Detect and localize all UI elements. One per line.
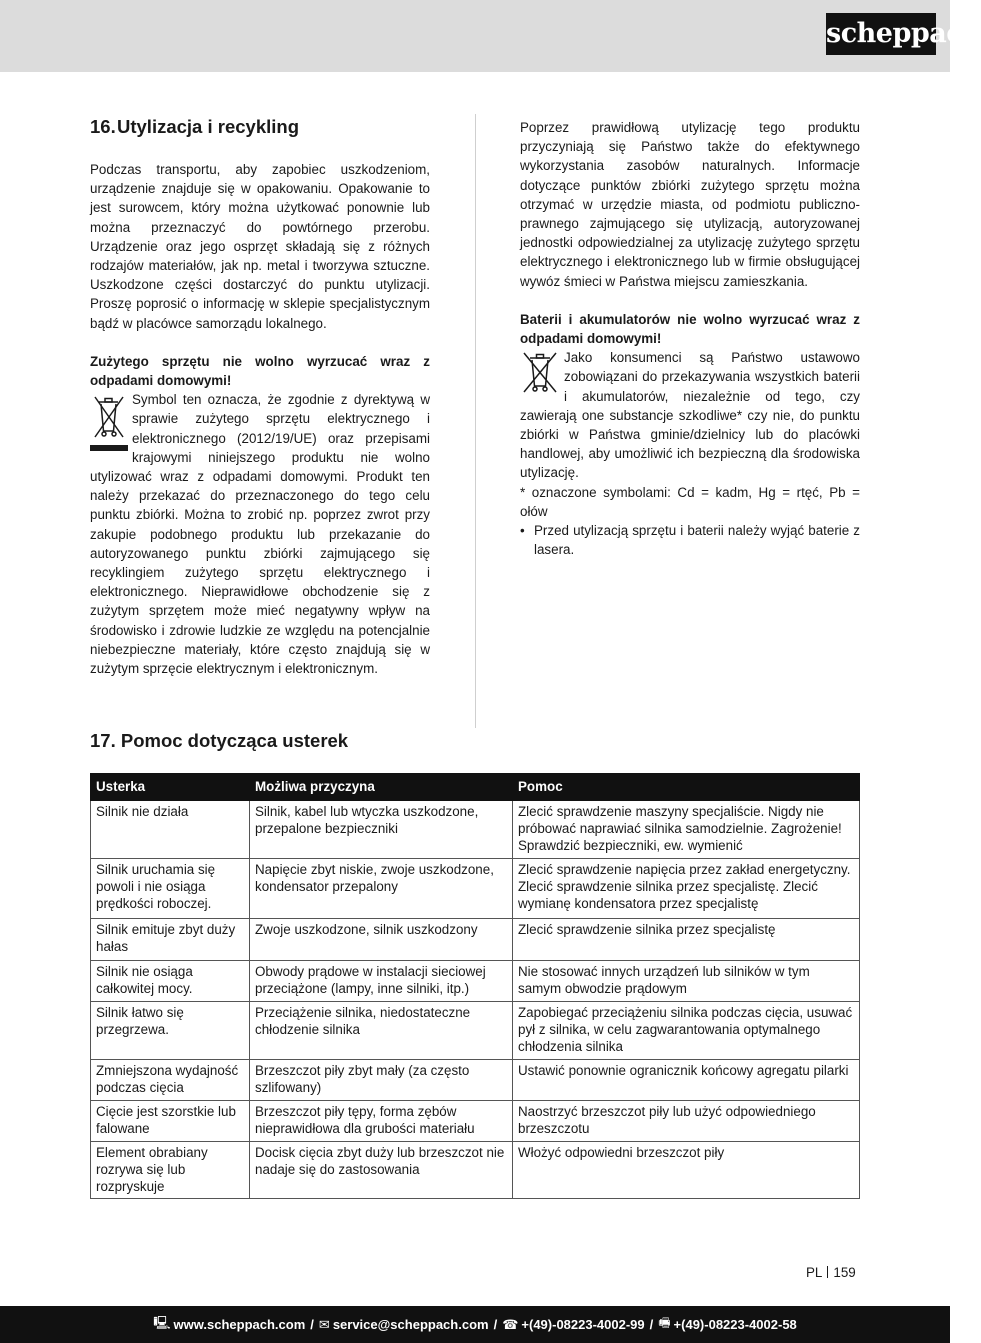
laser-battery-bullet [520, 521, 860, 559]
page-language: PL [806, 1265, 823, 1280]
cause-cell: Napięcie zbyt niskie, zwoje uszkodzone, kondensator przepalony [250, 858, 513, 918]
footer-fax: +(49)-08223-4002-58 [673, 1317, 797, 1332]
cause-cell: Silnik, kabel lub wtyczka uszkodzone, przepalone bezpieczniki [250, 801, 513, 859]
remedy-cell: Zapobiegać przeciążeniu silnika podczas cięcia, usuwać pył z silnika, w celu zagwarantowania optymalnego chłodzenia silnika [513, 1001, 860, 1059]
brand-logo [826, 13, 981, 55]
table-row [91, 1001, 860, 1059]
fault-cell: Silnik uruchamia się powoli i nie osiąga prędkości roboczej. [91, 858, 250, 918]
crossed-bin-icon [90, 392, 128, 459]
remedy-cell: Ustawić ponownie ogranicznik końcowy agregatu pilarki [513, 1059, 860, 1100]
remedy-cell: Zlecić sprawdzenie silnika przez specjalistę [513, 918, 860, 960]
battery-symbols-note: * oznaczone symbolami: Cd = kadm, Hg = rtęć, Pb = ołów [520, 484, 860, 519]
footer-email[interactable]: service@scheppach.com [332, 1317, 489, 1332]
remedy-cell: Naostrzyć brzeszczot piły lub użyć odpowiedniego brzeszczotu [513, 1100, 860, 1141]
mail-icon: ✉ [318, 1316, 330, 1332]
footer-separator: / [310, 1317, 314, 1332]
section-17-number: 17. [90, 730, 116, 751]
cause-cell: Brzeszczot piły zbyt mały (za często szlifowany) [250, 1059, 513, 1100]
fault-cell: Silnik łatwo się przegrzewa. [91, 1001, 250, 1059]
weee-text: Symbol ten oznacza, że zgodnie z dyrektywą w sprawie zużytego sprzętu elektrycznego i elektronicznego (2012/19/UE) oraz przepisami krajowymi niniejszego produktu nie wolno utylizować wraz z odpadami domowymi. Produkt ten należy przekazać do przeznaczonego do tego celu punktu zbiórki. Można to zrobić np. poprzez zwrot przy zakupie podobnego produktu lub przekazanie do autoryzowanego punktu zbiórki zajmującego się recyklingiem zużytego sprzętu elektrycznego i elektronicznego. Nieprawidłowe obchodzenie się z zużytym sprzętem może mieć negatywny wpływ na środowisko i zdrowie ludzkie ze względu na potencjalnie niebezpieczne materiały, które często znajdują się w zużytym sprzęcie elektrycznym i elektronicznym. [90, 392, 430, 677]
brand-logo-text: scheppach [826, 18, 981, 49]
recycling-info: Poprzez prawidłową utylizację tego produktu przyczyniają się Państwo także do efektywnego wykorzystania zasobów naturalnych. Informacje dotyczące punktów zbiórki zużytego sprzętu można otrzymać w urzędzie miasta, od podmiotu publiczno-prawnego zajmującego się utylizacją, autoryzowanej jednostki odpowiedzialnej za utylizację zużytego sprzętu elektrycznego i elektronicznego lub w firmie obsługującej wywóz śmieci w Państwa miejscu zamieszkania. [520, 120, 860, 289]
remedy-cell: Włożyć odpowiedni brzeszczot piły [513, 1141, 860, 1199]
battery-heading: Baterii i akumulatorów nie wolno wyrzucać wraz z odpadami domowymi! [520, 311, 860, 347]
table-row [91, 1100, 860, 1141]
footer-separator: / [493, 1317, 498, 1332]
fault-cell: Silnik nie osiąga całkowitej mocy. [91, 960, 250, 1001]
header-remedy: Pomoc [513, 774, 860, 801]
footer-phone: +(49)-08223-4002-99 [521, 1317, 645, 1332]
section-16-number: 16. [90, 116, 116, 137]
cause-cell: Docisk cięcia zbyt duży lub brzeszczot nie nadaje się do zastosowania [250, 1141, 513, 1199]
computer-icon: 🖳 [153, 1314, 171, 1330]
cause-cell: Brzeszczot piły tępy, forma zębów nieprawidłowa dla grubości materiału [250, 1100, 513, 1141]
troubleshooting-table [90, 773, 860, 1199]
phone-icon: ☎ [502, 1316, 519, 1332]
fault-cell: Silnik emituje zbyt duży hałas [91, 918, 250, 960]
table-row [91, 1141, 860, 1199]
page-number [806, 1265, 856, 1280]
fax-icon: 🖷 [658, 1314, 671, 1330]
remedy-cell: Zlecić sprawdzenie maszyny specjaliście. Nigdy nie próbować naprawiać silnika samodzielnie. Zagrożenie! Sprawdzić bezpieczniki, ew. wymienić [513, 801, 860, 859]
fault-cell: Zmniejszona wydajność podczas cięcia [91, 1059, 250, 1100]
header-fault: Usterka [91, 774, 250, 801]
footer-separator: / [649, 1317, 654, 1332]
battery-text: Jako konsumenci są Państwo ustawowo zobowiązani do przekazywania wszystkich baterii i akumulatorów, niezależnie od tego, czy zawierają one substancje szkodliwe* czy nie, do punktu zbiórki w Państwa gminie/dzielnicy lub do placówki handlowej, aby umożliwić ich bezpieczną dla środowiska utylizację. [520, 350, 860, 481]
page-separator [827, 1266, 828, 1278]
fault-cell: Cięcie jest szorstkie lub falowane [91, 1100, 250, 1141]
table-row [91, 918, 860, 960]
section-16-title: Utylizacja i recykling [117, 116, 300, 137]
cause-cell: Obwody prądowe w instalacji sieciowej przeciążone (lampy, inne silniki, itp.) [250, 960, 513, 1001]
cause-cell: Przeciążenie silnika, niedostateczne chłodzenie silnika [250, 1001, 513, 1059]
column-divider [475, 114, 476, 728]
left-column [90, 114, 430, 678]
table-row [91, 1059, 860, 1100]
fault-cell: Element obrabiany rozrywa się lub rozpryskuje [91, 1141, 250, 1199]
header-cause: Możliwa przyczyna [250, 774, 513, 801]
table-header-row [91, 774, 860, 801]
fault-cell: Silnik nie działa [91, 801, 250, 859]
page-number-value: 159 [833, 1265, 856, 1280]
header-band [0, 0, 950, 72]
table-row [91, 858, 860, 918]
remedy-cell: Nie stosować innych urządzeń lub silników w tym samym obwodzie prądowym [513, 960, 860, 1001]
table-row [91, 801, 860, 859]
section-16-heading [90, 114, 430, 140]
bullet-text: Przed utylizacją sprzętu i baterii należy wyjąć baterie z lasera. [534, 523, 860, 558]
battery-bin-icon [520, 350, 560, 399]
weee-heading: Zużytego sprzętu nie wolno wyrzucać wraz z odpadami domowymi! [90, 353, 430, 389]
table-row [91, 960, 860, 1001]
cause-cell: Zwoje uszkodzone, silnik uszkodzony [250, 918, 513, 960]
remedy-cell: Zlecić sprawdzenie napięcia przez zakład energetyczny. Zlecić sprawdzenie silnika przez specjalistę. Zlecić wymianę kondensatora przez specjalistę [513, 858, 860, 918]
section-17-heading [90, 728, 348, 754]
right-column [520, 118, 860, 559]
disposal-intro: Podczas transportu, aby zapobiec uszkodzeniom, urządzenie znajduje się w opakowaniu. Opakowanie to jest surowcem, który można użytkować ponownie lub można przeznaczyć do powtórnego przerobu. Urządzenie oraz jego osprzęt składają się z różnych rodzajów materiałów, jak np. metal i tworzywa sztuczne. Uszkodzone części dostarczyć do punktu utylizacji. Proszę poprosić o informację w sklepie specjalistycznym bądź w placówce samorządu lokalnego. [90, 162, 430, 331]
section-17-title: Pomoc dotycząca usterek [120, 730, 349, 751]
bullet-mark: • [520, 523, 525, 539]
footer-website[interactable]: www.scheppach.com [173, 1317, 306, 1332]
contact-footer [0, 1306, 950, 1343]
